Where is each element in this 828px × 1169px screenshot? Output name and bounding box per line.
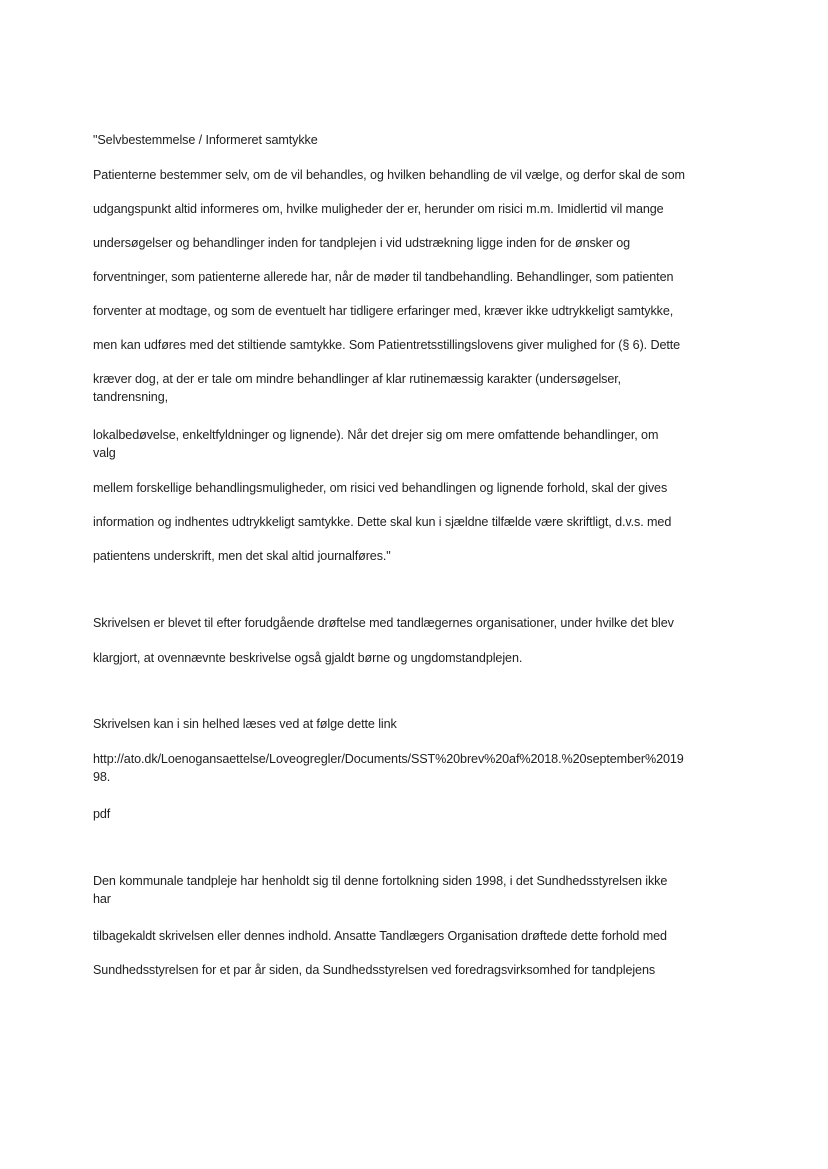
paragraph-line: Sundhedsstyrelsen for et par år siden, da Sundhedsstyrelsen ved foredragsvirksomhed for tandplejens [93,963,656,977]
link-url[interactable]: http://ato.dk/Loenogansaettelse/Loveogregler/Documents/SST%20brev%20af%2018.%20september%2019 [93,752,684,766]
paragraph-line: lokalbedøvelse, enkeltfyldninger og lignende). Når det drejer sig om mere omfattende behandlinger, om [93,428,659,442]
paragraph-line: har [93,892,111,906]
paragraph-line: valg [93,446,116,460]
paragraph-line: Patienterne bestemmer selv, om de vil behandles, og hvilken behandling de vil vælge, og derfor skal de som [93,168,685,182]
paragraph-line: Skrivelsen kan i sin helhed læses ved at følge dette link [93,717,397,731]
paragraph-line: Skrivelsen er blevet til efter forudgående drøftelse med tandlægernes organisationer, under hvilke det blev [93,616,674,630]
paragraph-line: forventer at modtage, og som de eventuelt har tidligere erfaringer med, kræver ikke udtrykkeligt samtykke, [93,304,674,318]
link-url-continuation[interactable]: 98. [93,770,111,784]
paragraph-line: klargjort, at ovennævnte beskrivelse også gjaldt børne og ungdomstandplejen. [93,651,523,665]
paragraph-line: mellem forskellige behandlingsmuligheder, om risici ved behandlingen og lignende forhold, skal der gives [93,481,668,495]
paragraph-line: kræver dog, at der er tale om mindre behandlinger af klar rutinemæssig karakter (undersøgelser, [93,372,622,386]
link-url-continuation[interactable]: pdf [93,807,111,821]
paragraph-line: tandrensning, [93,390,169,404]
paragraph-line: tilbagekaldt skrivelsen eller dennes indhold. Ansatte Tandlægers Organisation drøftede dette forhold med [93,929,667,943]
paragraph-line: udgangspunkt altid informeres om, hvilke muligheder der er, herunder om risici m.m. Imidlertid vil mange [93,202,664,216]
paragraph-line: Den kommunale tandpleje har henholdt sig til denne fortolkning siden 1998, i det Sundhedsstyrelsen ikke [93,874,668,888]
quote-heading: "Selvbestemmelse / Informeret samtykke [93,133,318,147]
paragraph-line: undersøgelser og behandlinger inden for tandplejen i vid udstrækning ligge inden for de ønsker og [93,236,631,250]
paragraph-line: men kan udføres med det stiltiende samtykke. Som Patientretsstillingslovens giver mulighed for (§ 6). Dette [93,338,681,352]
paragraph-line: information og indhentes udtrykkeligt samtykke. Dette skal kun i sjældne tilfælde være skriftligt, d.v.s. med [93,515,672,529]
paragraph-line: patientens underskrift, men det skal altid journalføres." [93,549,391,563]
paragraph-line: forventninger, som patienterne allerede har, når de møder til tandbehandling. Behandlinger, som patienten [93,270,674,284]
